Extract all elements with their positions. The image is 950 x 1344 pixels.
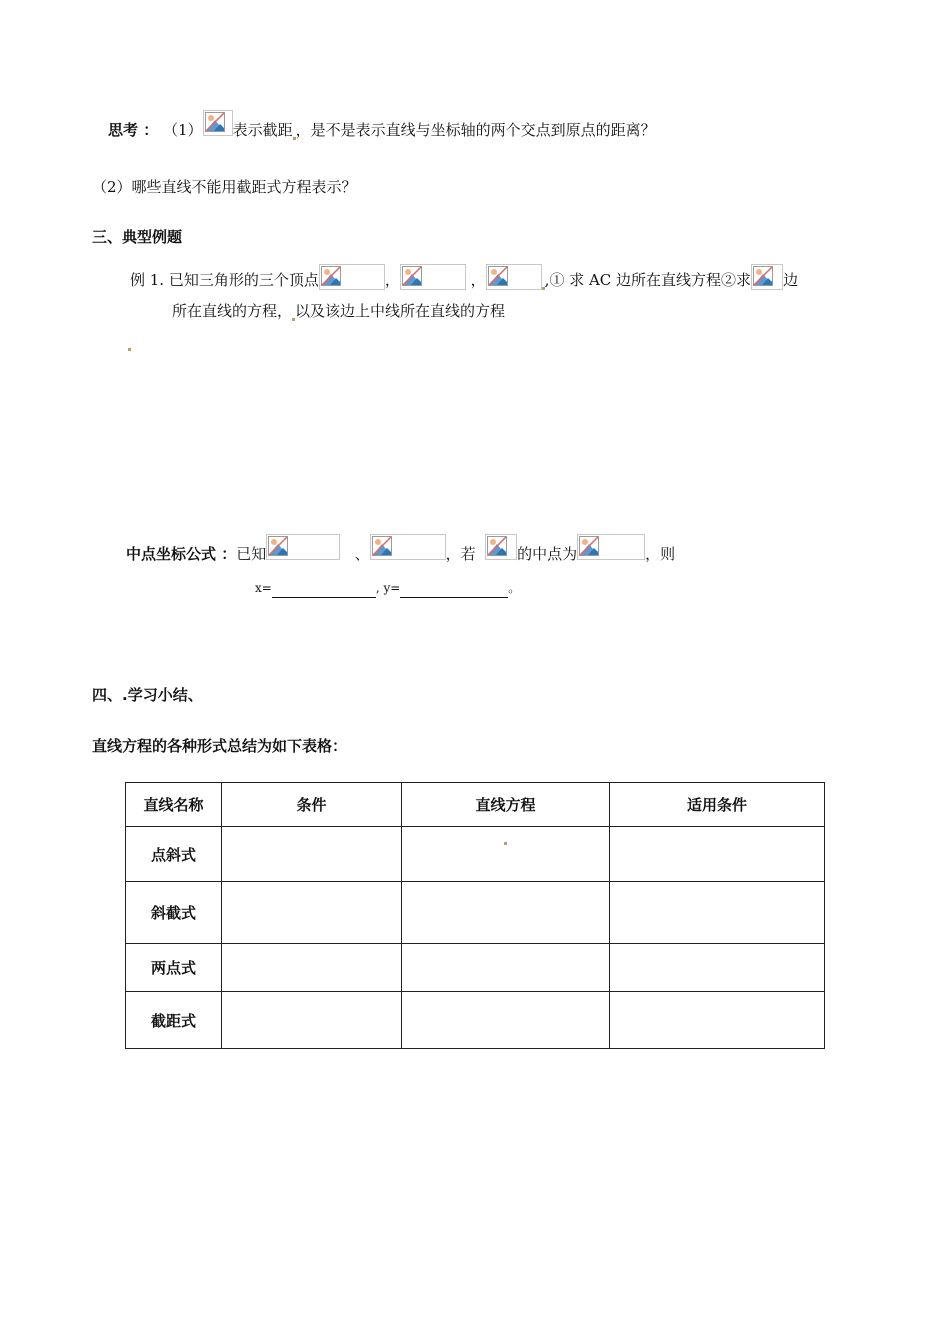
table-cell <box>222 992 402 1049</box>
section3-heading: 三、典型例题 <box>92 228 183 246</box>
midpoint-then: ，则 <box>645 545 676 563</box>
table-cell <box>610 882 825 944</box>
broken-image-icon <box>751 264 783 290</box>
table-cell <box>610 944 825 992</box>
example-text-b: 边 <box>783 271 799 289</box>
broken-image-icon <box>203 110 233 136</box>
x-label: x= <box>255 581 272 595</box>
table-header-cell: 直线名称 <box>126 783 222 827</box>
table-cell <box>222 882 402 944</box>
anchor-mark <box>504 842 507 845</box>
midpoint-label: 中点坐标公式 ： <box>126 545 237 563</box>
table-header-cell: 适用条件 <box>610 783 825 827</box>
table-row <box>126 882 825 944</box>
broken-image-icon <box>400 264 466 290</box>
broken-image-icon <box>485 534 517 560</box>
midpoint-known: 已知 <box>236 545 267 563</box>
broken-image-icon <box>266 534 340 560</box>
broken-image-icon <box>486 264 542 290</box>
table-cell <box>222 944 402 992</box>
table-cell <box>610 992 825 1049</box>
period: 。 <box>508 581 521 595</box>
anchor-mark <box>128 348 131 351</box>
table-row-label: 斜截式 <box>126 882 222 944</box>
example-line2-a: 所在直线的方程， <box>172 302 293 320</box>
section4-heading: 四、.学习小结、 <box>92 686 203 704</box>
table-cell <box>610 827 825 882</box>
q1-prefix: （1） <box>163 121 203 139</box>
table-row <box>126 944 825 992</box>
table-cell <box>402 882 610 944</box>
table-row <box>126 992 825 1049</box>
q1-text-b: ，是不是表示直线与坐标轴的两个交点到原点的距离？ <box>295 121 656 139</box>
broken-image-icon <box>577 534 645 560</box>
table-header-cell: 条件 <box>222 783 402 827</box>
table-row-label: 点斜式 <box>126 827 222 882</box>
comma: ， <box>470 271 486 289</box>
table-header-cell: 直线方程 <box>402 783 610 827</box>
midpoint-mid-text: 的中点为 <box>517 545 578 563</box>
q1-text-a: 表示截距 <box>232 121 293 139</box>
midpoint-if: ，若 <box>445 545 476 563</box>
comma: ， <box>384 271 400 289</box>
example-text-a: ,① 求 AC 边所在直线方程②求 <box>544 271 752 289</box>
broken-image-icon <box>319 264 385 290</box>
broken-image-icon <box>370 534 446 560</box>
table-row-label: 两点式 <box>126 944 222 992</box>
example-line2-b: 以及该边上中线所在直线的方程 <box>295 302 506 320</box>
x-blank <box>272 583 376 598</box>
think-label: 思考 ： <box>108 121 159 139</box>
section4-subheading: 直线方程的各种形式总结为如下表格： <box>92 737 348 755</box>
q2-text: （2）哪些直线不能用截距式方程表示？ <box>92 178 357 196</box>
summary-table <box>125 782 825 1049</box>
table-row-label: 截距式 <box>126 992 222 1049</box>
y-blank <box>400 583 508 598</box>
table-cell <box>402 827 610 882</box>
table-header-row <box>126 783 825 827</box>
table-cell <box>402 944 610 992</box>
table-cell <box>402 992 610 1049</box>
midpoint-sep: 、 <box>354 545 370 563</box>
example-prefix: 例 1. 已知三角形的三个顶点 <box>130 271 319 289</box>
y-label: , y= <box>375 581 401 595</box>
table-row <box>126 827 825 882</box>
table-cell <box>222 827 402 882</box>
